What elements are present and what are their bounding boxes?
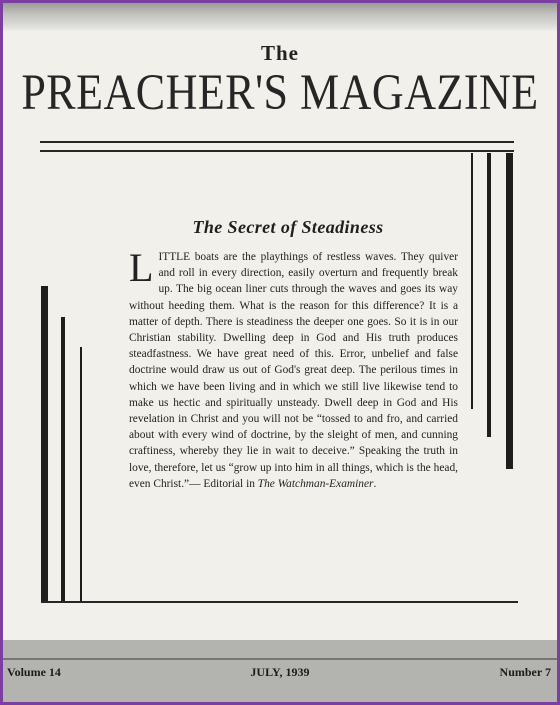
decorative-bar-left-1 xyxy=(41,286,48,602)
drop-cap: L xyxy=(129,245,154,290)
bottom-rule xyxy=(41,601,518,603)
footer-date: JULY, 1939 xyxy=(250,665,310,679)
article-body xyxy=(129,245,458,492)
footer-number: Number 7 xyxy=(499,665,551,679)
top-border-band xyxy=(3,3,557,31)
footer-volume: Volume 14 xyxy=(7,665,61,679)
article-credit-source: The Watchman-Examiner xyxy=(257,477,374,490)
decorative-bar-right-1 xyxy=(471,153,473,409)
article-credit-prefix: Editorial in xyxy=(203,477,258,490)
article-credit-suffix: . xyxy=(373,477,377,490)
masthead-title: PREACHER'S MAGAZINE xyxy=(21,64,539,121)
decorative-bar-left-2 xyxy=(61,317,65,601)
decorative-bar-left-3 xyxy=(80,347,82,603)
decorative-bar-right-2 xyxy=(487,153,491,437)
masthead-the: The xyxy=(260,41,299,65)
article-text: ITTLE boats are the playthings of restless waves. They quiver and roll in every direction, easily overturn and frequently break up. The big ocean liner cuts through the waves and goes its way without heeding them. What is the reason for this difference? It is a matter of depth. There is steadiness the deeper one goes. So it is in our Christian stability. Dwelling deep in God and His truth produces steadfastness. We have great need of this. Error, unbelief and false doctrine would draw us out of God's great deep. The perilous times in which we have been living and in which we still live likewise tend to make us hectic and spiritually unsteady. Dwell deep in God and His revelation in Christ and you will not be “tossed to and fro, and carried about with every wind of doctrine, by the sleight of men, and cunning craftiness, whereby they lie in wait to deceive.” Speaking the truth in love, therefore, let us “grow up into him in all things, which is the head, even Christ.”— xyxy=(129,251,458,490)
footer-top-line xyxy=(3,658,557,660)
masthead-rule-bottom xyxy=(40,150,514,152)
decorative-bar-right-3 xyxy=(506,153,513,469)
article-title: The Secret of Steadiness xyxy=(192,217,384,237)
magazine-cover xyxy=(3,3,557,702)
masthead-rule-top xyxy=(40,141,514,143)
